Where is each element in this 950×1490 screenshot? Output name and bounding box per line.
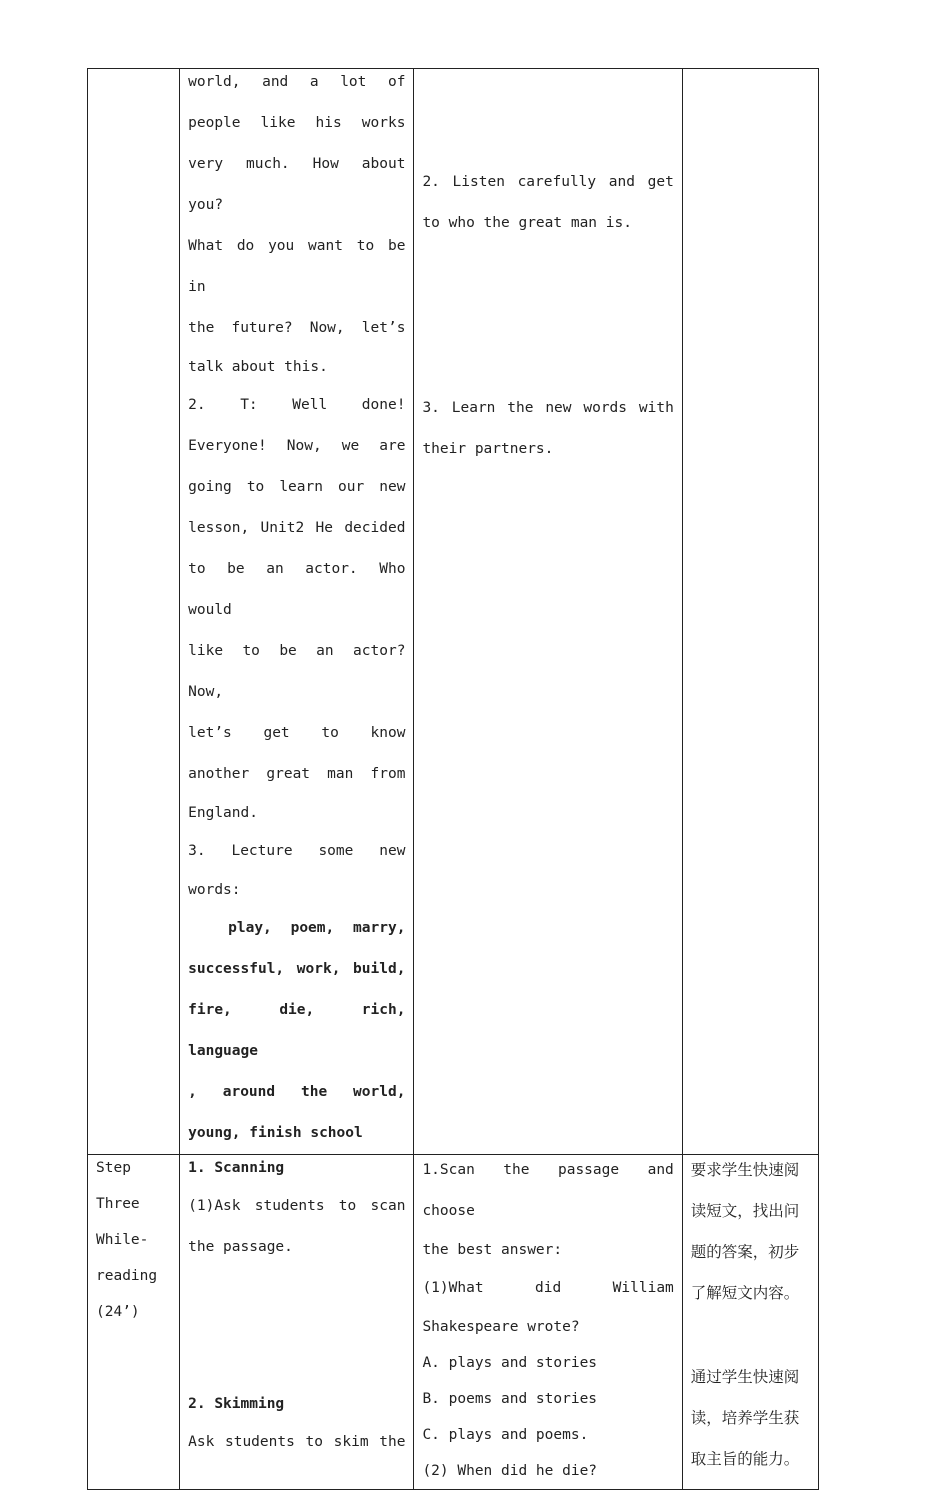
option-line: B. poems and stories xyxy=(422,1391,598,1407)
text-line: their partners. xyxy=(422,441,554,457)
table-row xyxy=(88,1155,819,1490)
text-line: going to learn our new xyxy=(188,479,406,495)
vocab-line: successful, work, build, xyxy=(188,961,406,977)
teacher-activity-cell xyxy=(180,1155,414,1490)
vocab-line: fire, die, rich, language xyxy=(188,1002,406,1059)
text-line: England. xyxy=(188,805,258,821)
text-line: to who the great man is. xyxy=(422,215,632,231)
text-line: 2. T: Well done! xyxy=(188,397,406,413)
step-label: reading xyxy=(96,1268,158,1284)
text-line: talk about this. xyxy=(188,359,328,375)
text-line: 3. Learn the new words with xyxy=(422,400,674,416)
text-line: people like his works xyxy=(188,115,406,131)
text-line: (1)Ask students to scan xyxy=(188,1198,406,1214)
vocab-line: young, finish school xyxy=(188,1125,363,1141)
text-line: 1.Scan the passage and choose xyxy=(422,1162,674,1219)
option-line: A. plays and stories xyxy=(422,1355,598,1371)
text-line: (1)What did William xyxy=(422,1280,674,1296)
option-line: C. plays and poems. xyxy=(422,1427,589,1443)
text-line: words: xyxy=(188,882,241,898)
purpose-cell-empty xyxy=(682,69,818,1155)
student-activity-cell xyxy=(414,69,682,1155)
text-line: world, and a lot of xyxy=(188,74,406,90)
purpose-line: 取主旨的能力。 xyxy=(690,1450,800,1468)
lesson-plan-table xyxy=(87,68,819,1490)
step-label: Three xyxy=(96,1196,140,1212)
student-activity-cell xyxy=(414,1155,682,1490)
text-line: like to be an actor? Now, xyxy=(188,643,406,700)
text-line: 3. Lecture some new xyxy=(188,843,406,859)
purpose-line: 要求学生快速阅 xyxy=(690,1161,800,1179)
step-label: (24’) xyxy=(96,1304,140,1320)
purpose-line: 了解短文内容。 xyxy=(690,1284,800,1302)
text-line: the passage. xyxy=(188,1239,293,1255)
text-line: the best answer: xyxy=(422,1242,563,1258)
text-line: very much. How about you? xyxy=(188,156,406,213)
text-line: Everyone! Now, we are xyxy=(188,438,406,454)
step-cell xyxy=(88,1155,180,1490)
section-title: 2. Skimming xyxy=(188,1396,285,1412)
text-line: What do you want to be in xyxy=(188,238,406,295)
text-line: the future? Now, let’s xyxy=(188,320,406,336)
text-line: 2. Listen carefully and get xyxy=(422,174,674,190)
text-line: Shakespeare wrote? xyxy=(422,1319,580,1335)
vocab-line: , around the world, xyxy=(188,1084,406,1100)
section-title: 1. Scanning xyxy=(188,1160,285,1176)
purpose-line: 通过学生快速阅 xyxy=(690,1368,800,1386)
step-label: Step xyxy=(96,1160,131,1176)
step-label: While- xyxy=(96,1232,149,1248)
text-line: Ask students to skim the xyxy=(188,1434,406,1450)
text-line: lesson, Unit2 He decided xyxy=(188,520,406,536)
text-line: another great man from xyxy=(188,766,406,782)
teacher-activity-cell xyxy=(180,69,414,1155)
purpose-cell xyxy=(682,1155,818,1490)
text-line: (2) When did he die? xyxy=(422,1463,598,1479)
text-line: to be an actor. Who would xyxy=(188,561,406,618)
step-cell-empty xyxy=(88,69,180,1155)
purpose-line: 读短文，找出问 xyxy=(690,1202,800,1220)
purpose-line: 读，培养学生获 xyxy=(690,1409,800,1427)
table-row xyxy=(88,69,819,1155)
text-line: let’s get to know xyxy=(188,725,406,741)
purpose-line: 题的答案，初步 xyxy=(690,1243,800,1261)
vocab-line: play, poem, marry, xyxy=(228,920,406,936)
